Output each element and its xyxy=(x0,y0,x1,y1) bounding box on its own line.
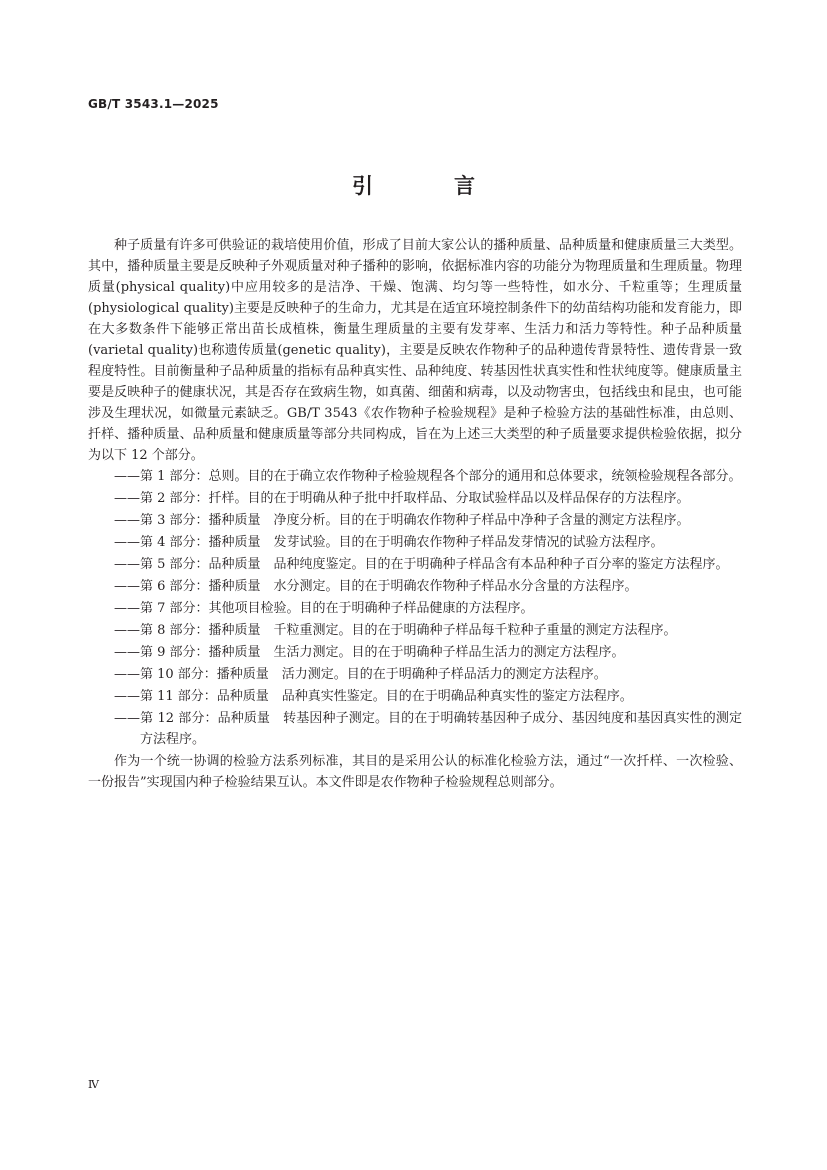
document-code: GB/T 3543.1—2025 xyxy=(88,97,219,111)
intro-paragraph: 种子质量有许多可供验证的栽培使用价值，形成了目前大家公认的播种质量、品种质量和健康质量三大类型。其中，播种质量主要是反映种子外观质量对种子播种的影响，依据标准内容的功能分为物理质量和生理质量。物理质量(physical quality)中应用较多的是洁净、干燥、饱满、均匀等一些特性，如水分、千粒重等；生理质量(physiological quality)主要是反映种子的生命力，尤其是在适宜环境控制条件下的幼苗结构功能和发育能力，即在大多数条件下能够正常出苗长成植株，衡量生理质量的主要有发芽率、生活力和活力等特性。种子品种质量(varietal quality)也称遗传质量(genetic quality)，主要是反映农作物种子的品种遗传背景特性、遗传背景一致程度特性。目前衡量种子品种质量的指标有品种真实性、品种纯度、转基因性状真实性和性状纯度等。健康质量主要是反映种子的健康状况，其是否存在致病生物，如真菌、细菌和病毒，以及动物害虫，包括线虫和昆虫，也可能涉及生理状况，如微量元素缺乏。GB/T 3543《农作物种子检验规程》是种子检验方法的基础性标准，由总则、扦样、播种质量、品种质量和健康质量等部分共同构成，旨在为上述三大类型的种子质量要求提供检验依据，拟分为以下 12 个部分。 xyxy=(88,238,742,463)
page-number: Ⅳ xyxy=(88,1078,99,1091)
list-item: ——第 5 部分：品种质量 品种纯度鉴定。目的在于明确种子样品含有本品种种子百分率的鉴定方法程序。 xyxy=(114,557,729,572)
list-item: ——第 4 部分：播种质量 发芽试验。目的在于明确农作物种子样品发芽情况的试验方法程序。 xyxy=(114,535,664,550)
list-item: ——第 8 部分：播种质量 千粒重测定。目的在于明确种子样品每千粒种子重量的测定方法程序。 xyxy=(114,623,677,638)
list-item: ——第 9 部分：播种质量 生活力测定。目的在于明确种子样品生活力的测定方法程序。 xyxy=(114,645,625,660)
list-item: ——第 1 部分：总则。目的在于确立农作物种子检验规程各个部分的通用和总体要求，统领检验规程各部分。 xyxy=(114,469,742,484)
list-item: ——第 3 部分：播种质量 净度分析。目的在于明确农作物种子样品中净种子含量的测定方法程序。 xyxy=(114,513,690,528)
list-item: ——第 2 部分：扦样。目的在于明确从种子批中扦取样品、分取试验样品以及样品保存的方法程序。 xyxy=(114,491,690,506)
list-item: ——第 6 部分：播种质量 水分测定。目的在于明确农作物种子样品水分含量的方法程序。 xyxy=(114,579,638,594)
list-item: ——第 10 部分：播种质量 活力测定。目的在于明确种子样品活力的测定方法程序。 xyxy=(114,667,607,682)
closing-paragraph: 作为一个统一协调的检验方法系列标准，其目的是采用公认的标准化检验方法，通过“一次扦样、一次检验、一份报告”实现国内种子检验结果互认。本文件即是农作物种子检验规程总则部分。 xyxy=(88,754,742,790)
page-title: 引 言 xyxy=(352,174,505,198)
list-item: ——第 11 部分：品种质量 品种真实性鉴定。目的在于明确品种真实性的鉴定方法程序。 xyxy=(114,689,633,704)
list-item: ——第 12 部分：品种质量 转基因种子测定。目的在于明确转基因种子成分、基因纯度和基因真实性的测定方法程序。 xyxy=(114,711,742,747)
parts-list xyxy=(88,466,742,750)
document-body xyxy=(88,235,742,793)
list-item: ——第 7 部分：其他项目检验。目的在于明确种子样品健康的方法程序。 xyxy=(114,601,534,616)
